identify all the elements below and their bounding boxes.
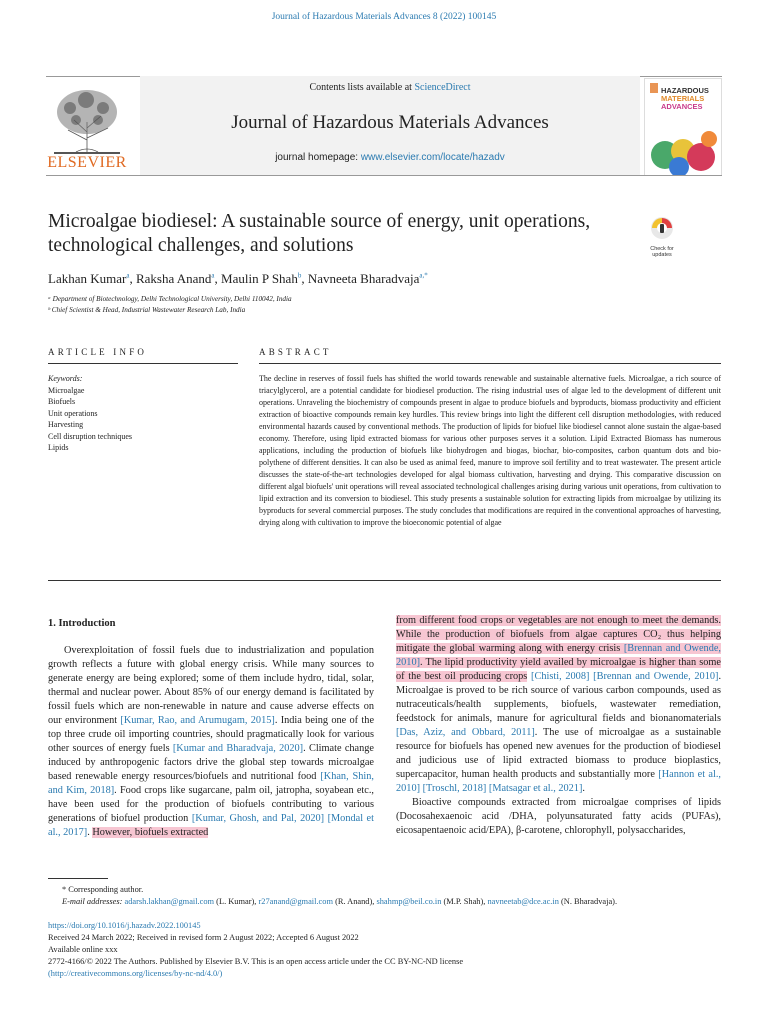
citation-link[interactable]: [Brennan and Owende, 2010] xyxy=(593,671,719,682)
citation-link[interactable]: [Hannon et al., 2010] xyxy=(396,769,721,794)
license-link[interactable]: (http://creativecommons.org/licenses/by-nc-nd/4.0/) xyxy=(48,969,223,978)
intro-text: Overexploitation of fossil fuels due to industrialization and population growth reflects a future with global energy crisis. While many sources to generate energy are being explored; some of them include hydro, tidal, solar, thermal and nuclear power. About 85% of our energy demand is facilitated by fossil fuels which are non-renewable in nature and cause adverse effects on our environment xyxy=(48,645,374,726)
homepage-link[interactable]: www.elsevier.com/locate/hazadv xyxy=(360,152,505,163)
check-updates-icon xyxy=(644,215,680,241)
highlighted-text: . The lipid productivity yield availed by microalgae is higher than some of the best oil producing crops xyxy=(396,657,721,682)
citation-link[interactable]: [Das, Aziz, and Obbard, 2011] xyxy=(396,727,535,738)
author-2[interactable]: Raksha Anand$^a$ xyxy=(135,271,215,286)
footnote-rule xyxy=(48,878,108,879)
journal-title: Journal of Hazardous Materials Advances xyxy=(231,112,549,133)
journal-cover-image xyxy=(644,78,722,176)
email-addresses: E-mail addresses: adarsh.lakhan@gmail.com (L. Kumar), r27anand@gmail.com (R. Anand), shahmp@beil.co.in (M.P. Shah), navneetab@dce.ac.in (N. Bharadvaja). xyxy=(62,897,618,906)
article-info-rule xyxy=(48,363,238,364)
cover-line-2: MATERIALS xyxy=(661,94,705,103)
author-3[interactable]: Maulin P Shah$^b$ xyxy=(221,271,302,286)
citation-link[interactable]: [Kumar, Ghosh, and Pal, 2020] xyxy=(191,813,325,824)
abstract-bottom-rule xyxy=(48,580,721,581)
footnotes xyxy=(48,884,728,908)
citation-link[interactable]: [Kumar and Bharadvaja, 2020] xyxy=(172,743,304,754)
keyword: Biofuels xyxy=(48,397,76,406)
citation-link[interactable]: [Kumar, Rao, and Arumugam, 2015] xyxy=(120,715,275,726)
citation-link[interactable]: [Mondal et al., 2017] xyxy=(48,813,374,838)
contents-prefix: Contents lists available at xyxy=(309,82,415,93)
intro-text: . India being one of the top three crude oil importing countries, should pragmatically look for various other sources of energy fuels xyxy=(48,715,375,754)
check-for-updates-badge[interactable] xyxy=(644,215,680,258)
sciencedirect-link[interactable]: ScienceDirect xyxy=(414,82,471,93)
affiliation-a: ᵃ Department of Biotechnology, Delhi Technological University, Delhi 110042, India xyxy=(48,295,292,303)
available-online: Available online xxx xyxy=(48,945,118,954)
email-link[interactable]: navneetab@dce.ac.in xyxy=(487,897,559,906)
intro-paragraph-2: Bioactive compounds extracted from microalgae comprises of lipids (Docosahexaenoic acid /DHA, polyunsaturated fatty acids (PUFAs), eicosapentaenoic acid/EPA), β-carotene, chlorophyll, polysaccharides, xyxy=(396,797,721,836)
intro-text: . The use of microalgae as a sustainable resource for biofuels has opened new avenues for the production of biodiesel and judicious use of lipid extracted biomass to produce bioplastics, supercapacitor, human health products and substantially more xyxy=(396,727,721,780)
keywords-list xyxy=(48,373,132,454)
journal-reference[interactable]: Journal of Hazardous Materials Advances 8 (2022) 100145 xyxy=(271,12,497,22)
keywords-label: Keywords: xyxy=(48,374,83,383)
highlighted-text: However, biofuels extracted xyxy=(92,827,209,838)
abstract-text: The decline in reserves of fossil fuels has shifted the world towards renewable and sustainable alternative fuels. Microalgae, a rich source of triacylglycerol, are a potential candidate for biodiesel production. The rising industrial uses of algae led to the development of different unit operations. Unraveling the biochemistry of compounds present in algae to produce biofuels and byproducts, biomass productivity and efficient extraction of bioactive compounds remain key hurdles. This review brings into light the different cell disruption methodologies, with reduced environmental hazards caused by conventional methods. The production of lipids for biofuel like biodiesel cannot alone sustain the algae-based economy. Therefore, using lipid extracted biomass for various other purposes serves it a solution. Lipid Extracted Biomass has numerous applications, including the production of biofuels like biohydrogen and biogas, biochar, bio-composites, carbon quantum dots and bio-polythene of different densities. It can also be used as animal feed, manure to improve soil fertility and to treat wastewater. The present article discusses the state-of-the-art technologies developed for algal biomass cultivation, harvesting and drying. This comparative discussion on different algal biofuels' unit operations will reveal associated technological challenges arising during various unit operations, from cultivation to lipid extraction and its conversion to biodiesel. This study presents a sustainable solution for extracting lipids from microalgae by utilizing its byproducts for several commercial purposes. The study concludes that modifications are required in the conventional approaches of harvesting, drying along with cultivation to improve the bioeconomic potential of algae xyxy=(259,374,721,527)
section-heading-introduction: 1. Introduction xyxy=(48,618,116,629)
author-1[interactable]: Lakhan Kumar$^a$ xyxy=(48,271,130,286)
homepage-line xyxy=(140,152,640,163)
citation-link[interactable]: [Matsagar et al., 2021] xyxy=(488,783,583,794)
keyword: Harvesting xyxy=(48,420,84,429)
keyword: Unit operations xyxy=(48,408,98,418)
corresponding-author-note: * Corresponding author. xyxy=(62,885,144,894)
header-rule-bottom xyxy=(46,175,722,176)
email-link[interactable]: adarsh.lakhan@gmail.com xyxy=(124,897,215,906)
citation-link[interactable]: [Khan, Shin, and Kim, 2018] xyxy=(48,771,374,796)
publication-info xyxy=(48,920,728,980)
article-title: Microalgae biodiesel: A sustainable source of energy, unit operations, technological challenges, and solutions xyxy=(48,211,591,256)
license-text: 2772-4166/© 2022 The Authors. Published by Elsevier B.V. This is an open access article under the CC BY-NC-ND license xyxy=(48,957,464,966)
journal-header xyxy=(46,76,722,176)
citation-link[interactable]: [Brennan and Owende, 2010] xyxy=(396,643,721,668)
highlighted-text: from different food crops or vegetables are not enough to meet the demands. While the production of biofuels from algae captures CO₂ thus helping mitigate the global warming along with energy crisis xyxy=(396,615,721,654)
email-label: E-mail addresses: xyxy=(62,897,125,906)
article-info-heading: ARTICLE INFO xyxy=(48,347,148,357)
citation-link[interactable]: [Troschl, 2018] xyxy=(422,783,487,794)
cover-title xyxy=(661,87,709,111)
intro-left-column: Overexploitation of fossil fuels due to industrialization and population growth reflects a future with global energy crisis. While many sources to generate energy are being explored; some of them include hydro, tidal, solar, thermal and nuclear power. About 85% of our energy demand is facilitated by fossil fuels which are non-renewable in nature and cause adverse effects on our environment [Kumar, Rao, and Arumugam, 2015]. India being one of the top three crude oil importing countries, should pragmatically look for various other sources of energy fuels [Kumar and Bharadvaja, 2020]. Climate change induced by anthropogenic factors drive the global step towards microalgae based renewable energy resources/biofuels and nutritional food [Khan, Shin, and Kim, 2018]. Food crops like sugarcane, palm oil, jatropha, soyabean etc., have been used for the production of biofuels contributing to various generations of biofuel production [Kumar, Ghosh, and Pal, 2020] [Mondal et al., 2017]. However, biofuels extracted xyxy=(48,645,375,838)
check-updates-label: Check for updates xyxy=(650,246,674,258)
affiliation-b: ᵇ Chief Scientist & Head, Industrial Wastewater Research Lab, India xyxy=(48,306,246,314)
header-center-band xyxy=(140,76,640,176)
homepage-prefix: journal homepage: xyxy=(275,152,361,163)
received-dates: Received 24 March 2022; Received in revised form 2 August 2022; Accepted 6 August 2022 xyxy=(48,933,359,942)
contents-line xyxy=(140,82,640,93)
publisher-name: ELSEVIER xyxy=(47,154,127,171)
cover-line-1: HAZARDOUS xyxy=(661,86,709,95)
doi-link[interactable]: https://doi.org/10.1016/j.hazadv.2022.100145 xyxy=(48,921,201,930)
keyword: Lipids xyxy=(48,443,69,452)
intro-right-column: from different food crops or vegetables are not enough to meet the demands. While the production of biofuels from algae captures CO₂ thus helping mitigate the global warming along with energy crisis [Brennan and Owende, 2010]. The lipid productivity yield availed by microalgae is higher than some of the best oil producing crops [Chisti, 2008] [Brennan and Owende, 2010]. Microalgae is proved to be rich source of various carbon compounds, used as nutraceuticals/health supplements, biofuels, wastewater remediation, feedstock for animals, manure for agricultural fields and bionanomaterials [Das, Aziz, and Obbard, 2011]. The use of microalgae as a sustainable resource for biofuels has opened new avenues for the production of biodiesel and judicious use of lipid extracted biomass to produce bioplastics, supercapacitor, human health products and substantially more [Hannon et al., 2010] [Troschl, 2018] [Matsagar et al., 2021]. Bioactive compounds extracted from microalgae comprises of lipids (Docosahexaenoic acid /DHA, polyunsaturated fatty acids (PUFAs), eicosapentaenoic acid/EPA), β-carotene, chlorophyll, polysaccharides, xyxy=(396,615,722,836)
intro-text: . Food crops like sugarcane, palm oil, jatropha, soyabean etc., have been used for the production of biofuels contributing to various generations of biofuel production xyxy=(48,785,374,824)
email-link[interactable]: shahmp@beil.co.in xyxy=(376,897,442,906)
cover-line-3: ADVANCES xyxy=(661,102,703,111)
citation-link[interactable]: [Chisti, 2008] xyxy=(531,671,590,682)
email-link[interactable]: r27anand@gmail.com xyxy=(258,897,333,906)
abstract-rule xyxy=(259,363,721,364)
keyword: Cell disruption techniques xyxy=(48,431,132,441)
author-4[interactable]: Navneeta Bharadvaja$^{a,*}$ xyxy=(307,271,428,286)
author-list: Lakhan Kumar$^a$, Raksha Anand$^a$, Maulin P Shah$^b$, Navneeta Bharadvaja$^{a,*}$ xyxy=(48,271,428,286)
intro-text: . Climate change induced by anthropogenic factors drive the global step towards microalgae based renewable energy resources/biofuels and nutritional food xyxy=(48,743,374,782)
affiliations xyxy=(48,294,292,316)
intro-text: . Microalgae is proved to be rich source of various carbon compounds, used as nutraceuticals/health supplements, biofuels, wastewater remediation, feedstock for animals, manure for agricultural fields and bionanomaterials xyxy=(396,671,722,724)
abstract-heading: ABSTRACT xyxy=(259,347,332,357)
keyword: Microalgae xyxy=(48,385,85,395)
